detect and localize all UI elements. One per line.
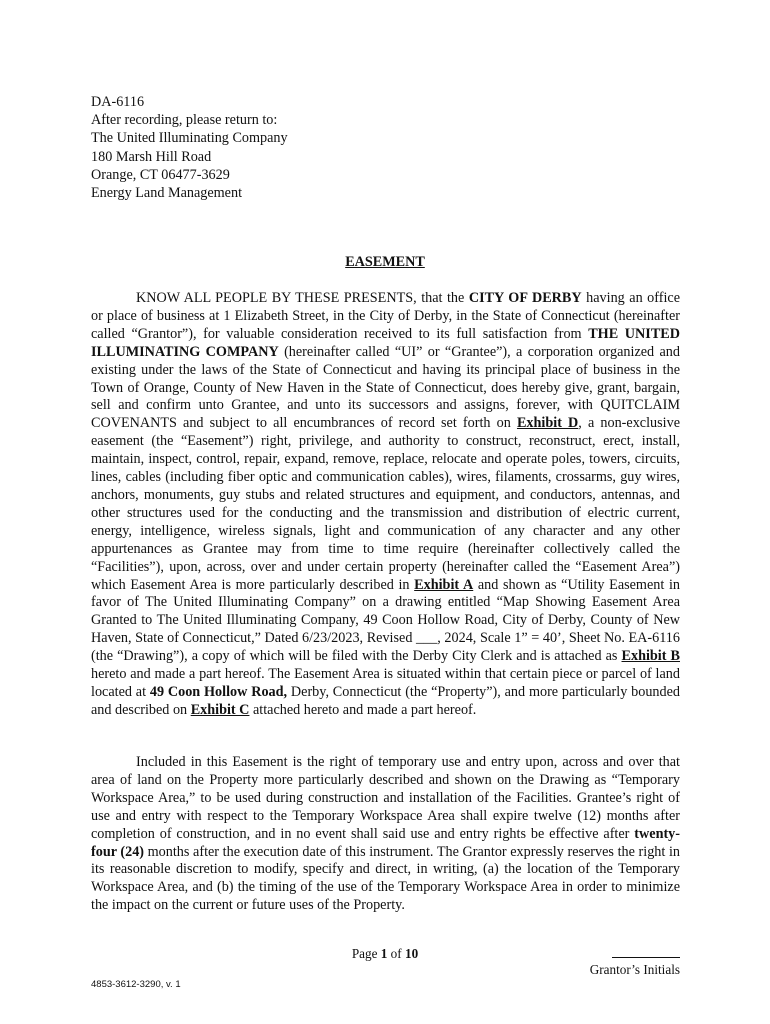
return-instruction: After recording, please return to:: [91, 112, 278, 129]
grantor-name: CITY OF DERBY: [468, 290, 582, 306]
grant-text-4: , a non-exclusive easement (the “Easement”) right, privilege, and authority to construct, reconstruct, erect, install, maintain, inspect, control, repair, expand, remove, replace, relocate and operate poles, towers, circuits, lines, cables (including fiber optic and communication cables), wires, filaments, crossarms, guy wires, anchors, monuments, guy stubs and related structures and equipment, and conductors, antennas, and other structures used for the conducting and the transmission and distribution of electric current, energy, intelligence, wireless signals, light and communication of any character and any other appurtenances as Grantee may from time to time require (hereinafter collectively called the “Facilities”), upon, across, over and under certain property (hereinafter called the “Easement Area”) which Easement Area is more particularly described in: [91, 415, 680, 593]
exhibit-a-ref: Exhibit A: [414, 576, 474, 593]
page-current: 1: [380, 946, 388, 961]
grant-paragraph: [91, 290, 680, 720]
page-prefix: Page: [351, 946, 381, 961]
page-number: [0, 946, 770, 962]
company-name: The United Illuminating Company: [91, 130, 288, 147]
grant-text-5: and shown as “Utility Easement in favor of The United Illuminating Company” on a drawing entitled “Map Showing Easement Area Granted to The United Illuminating Company, 49 Coon Hollow Road, City of Derby, County of New Haven, State of Connecticut,” Dated 6/23/2023, Revised ___, 2024, Scale 1” = 40’, Sheet No. EA-6116 (the “Drawing”), a copy of which will be filed with the Derby City Clerk and is attached as: [91, 576, 680, 665]
property-address: 49 Coon Hollow Road,: [149, 683, 288, 700]
document-title: EASEMENT: [345, 254, 425, 270]
document-number: DA-6116: [91, 94, 145, 110]
grantee-name: THE UNITED ILLUMINATING COMPANY: [91, 325, 680, 360]
grantor-initials-label: Grantor’s Initials: [589, 962, 680, 977]
department-name: Energy Land Management: [91, 185, 243, 202]
grant-text-8: attached hereto and made a part hereof.: [249, 701, 477, 718]
temp-text-2: months after the execution date of this instrument. The Grantor expressly reserves the right in its reasonable discretion to modify, specify and direct, in writing, (a) the location of the Temporary Workspace Area, and (b) the timing of the use of the Temporary Workspace Area in order to minimize the impact on the current or future uses of the Property.: [91, 843, 680, 914]
city-state-zip: Orange, CT 06477-3629: [91, 166, 230, 183]
grant-text-2: having an office or place of business at 1 Elizabeth Street, in the City of Derby, in the State of Connecticut (hereinafter called “Grantor”), for valuable consideration received to its full satisfaction from: [91, 290, 680, 342]
temporary-use-paragraph: [91, 754, 680, 915]
exhibit-c-ref: Exhibit C: [190, 701, 250, 718]
grant-text-7: Derby, Connecticut (the “Property”), and more particularly bounded and described on: [91, 683, 680, 718]
temp-text-1: Included in this Easement is the right of temporary use and entry upon, across and over that area of land on the Property more particularly described and shown on the Drawing as “Temporary Workspace Area,” to be used during construction and installation of the Facilities. Grantee’s right of use and entry with respect to the Temporary Workspace Area shall expire twelve (12) months after completion of construction, and in no event shall said use and entry rights be effective after: [91, 754, 680, 842]
grant-text-6: hereto and made a part hereof. The Easement Area is situated within that certain piece or parcel of land located at: [91, 666, 680, 700]
document-id: 4853-3612-3290, v. 1: [91, 979, 181, 990]
initials-signature-line: [612, 957, 680, 958]
grant-text-3: (hereinafter called “UI” or “Grantee”), a corporation organized and existing under the laws of the State of Connecticut and having its principal place of business in the Town of Orange, County of New Haven in the State of Connecticut, does hereby give, grant, bargain, sell and confirm unto Grantee, and unto its successors and assigns, forever, with QUITCLAIM COVENANTS and subject to all encumbrances of record set forth on: [91, 343, 680, 432]
exhibit-d-ref: Exhibit D: [516, 415, 579, 432]
duration-term: twenty-four (24): [91, 825, 680, 860]
grant-text-1: KNOW ALL PEOPLE BY THESE PRESENTS, that the: [136, 290, 469, 306]
page-total: 10: [404, 946, 419, 961]
street-address: 180 Marsh Hill Road: [91, 148, 212, 165]
exhibit-b-ref: Exhibit B: [621, 648, 680, 665]
page-of: of: [387, 946, 405, 961]
return-address-block: [91, 93, 288, 202]
